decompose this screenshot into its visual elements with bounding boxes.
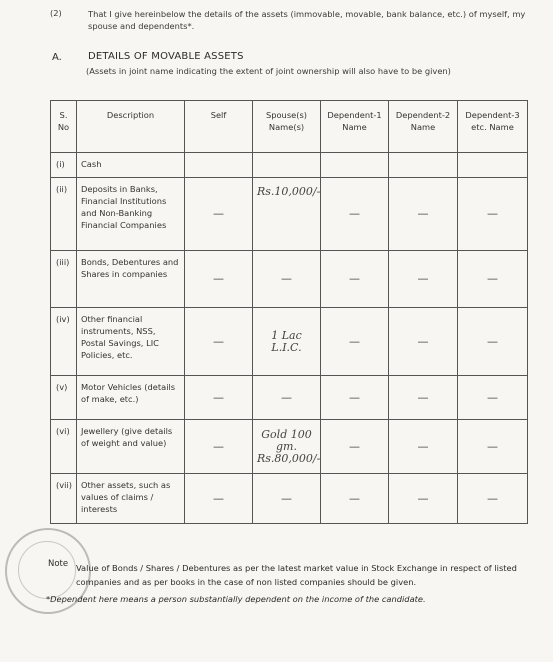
- row-number: (iii): [51, 251, 77, 308]
- note-label: Note: [48, 559, 69, 569]
- cell-spouse: Rs.10,000/-: [253, 178, 321, 251]
- intro-text: That I give hereinbelow the details of the assets (immovable, movable, bank balance, etc.) of myself, my spouse and dependents*.: [88, 9, 526, 31]
- cell-self: —: [185, 308, 253, 376]
- header-spouse: Spouse(s) Name(s): [253, 101, 321, 153]
- cell-dependent-2: —: [389, 376, 458, 420]
- cell-dependent-3: —: [458, 178, 528, 251]
- intro-number: (2): [50, 8, 62, 18]
- table-row: [51, 420, 528, 474]
- cell-dependent-2: —: [389, 251, 458, 308]
- cell-self: —: [185, 251, 253, 308]
- cell-dependent-3: —: [458, 376, 528, 420]
- section-letter: A.: [52, 52, 62, 63]
- cell-dependent-1: —: [321, 251, 389, 308]
- cell-dependent-2: —: [389, 474, 458, 524]
- cell-self: —: [185, 420, 253, 474]
- header-dependent-3: Dependent-3 etc. Name: [458, 101, 528, 153]
- header-description: Description: [77, 101, 185, 153]
- row-number: (i): [51, 153, 77, 178]
- cell-dependent-1: —: [321, 178, 389, 251]
- cell-dependent-1: —: [321, 420, 389, 474]
- row-number: (vii): [51, 474, 77, 524]
- row-description: Motor Vehicles (details of make, etc.): [77, 376, 185, 420]
- cell-dependent-2: —: [389, 178, 458, 251]
- dependent-footnote: *Dependent here means a person substantially dependent on the income of the candidate.: [46, 594, 426, 604]
- section-subtitle: (Assets in joint name indicating the extent of joint ownership will also have to be given): [86, 66, 451, 76]
- note-text: Value of Bonds / Shares / Debentures as per the latest market value in Stock Exchange in respect of listed companies and as per books in the case of non listed companies should be given.: [76, 563, 517, 587]
- cell-spouse: 1 Lac L.I.C.: [253, 308, 321, 376]
- cell-dependent-2: [389, 153, 458, 178]
- cell-spouse: [253, 153, 321, 178]
- cell-self: —: [185, 376, 253, 420]
- cell-self: [185, 153, 253, 178]
- cell-dependent-1: —: [321, 474, 389, 524]
- row-number: (ii): [51, 178, 77, 251]
- cell-spouse: —: [253, 376, 321, 420]
- cell-dependent-1: [321, 153, 389, 178]
- row-description: Other assets, such as values of claims / interests: [77, 474, 185, 524]
- cell-dependent-2: —: [389, 420, 458, 474]
- movable-assets-table: [50, 100, 528, 524]
- cell-spouse: Gold 100 gm. Rs.80,000/-: [253, 420, 321, 474]
- official-stamp-inner-ring: [18, 541, 76, 599]
- header-dependent-1: Dependent-1 Name: [321, 101, 389, 153]
- header-sno: S. No: [51, 101, 77, 153]
- cell-dependent-1: —: [321, 376, 389, 420]
- table-row: [51, 251, 528, 308]
- section-title: DETAILS OF MOVABLE ASSETS: [88, 51, 244, 62]
- cell-dependent-3: —: [458, 308, 528, 376]
- row-description: Jewellery (give details of weight and value): [77, 420, 185, 474]
- cell-spouse: —: [253, 474, 321, 524]
- row-number: (v): [51, 376, 77, 420]
- table-row: [51, 308, 528, 376]
- cell-self: —: [185, 178, 253, 251]
- cell-dependent-2: —: [389, 308, 458, 376]
- table-header-row: [51, 101, 528, 153]
- row-description: Bonds, Debentures and Shares in companies: [77, 251, 185, 308]
- row-description: Cash: [77, 153, 185, 178]
- row-number: (iv): [51, 308, 77, 376]
- cell-self: —: [185, 474, 253, 524]
- cell-dependent-3: —: [458, 251, 528, 308]
- cell-dependent-3: —: [458, 420, 528, 474]
- table-row: [51, 178, 528, 251]
- table-row: [51, 153, 528, 178]
- row-number: (vi): [51, 420, 77, 474]
- table-row: [51, 474, 528, 524]
- cell-spouse: —: [253, 251, 321, 308]
- row-description: Deposits in Banks, Financial Institutions and Non-Banking Financial Companies: [77, 178, 185, 251]
- cell-dependent-3: [458, 153, 528, 178]
- header-self: Self: [185, 101, 253, 153]
- row-description: Other financial instruments, NSS, Postal Savings, LIC Policies, etc.: [77, 308, 185, 376]
- table-row: [51, 376, 528, 420]
- header-dependent-2: Dependent-2 Name: [389, 101, 458, 153]
- cell-dependent-1: —: [321, 308, 389, 376]
- cell-dependent-3: —: [458, 474, 528, 524]
